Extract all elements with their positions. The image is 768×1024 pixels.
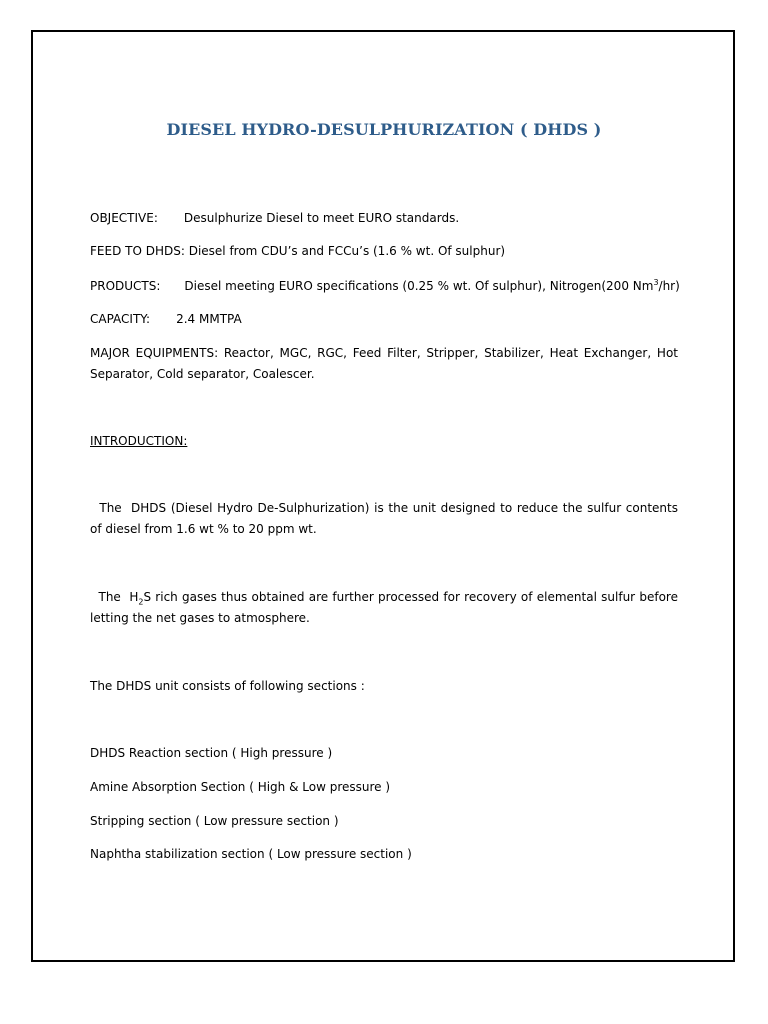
intro-paragraph-2-start: The H <box>90 590 139 604</box>
products-value-end: /hr) <box>658 279 680 293</box>
intro-paragraph-2-rest: S rich gases thus obtained are further processed for recovery of elemental sulfur before letting the net gases to atmosphere. <box>90 590 682 625</box>
objective-line <box>90 208 678 229</box>
intro-paragraph-2 <box>90 587 682 629</box>
sections-intro: The DHDS unit consists of following sections : <box>90 679 365 693</box>
capacity-label: CAPACITY: <box>90 312 151 326</box>
capacity-line <box>90 309 678 330</box>
introduction-heading-text: INTRODUCTION: <box>90 434 188 448</box>
section-item: Stripping section ( Low pressure section ) <box>90 814 339 828</box>
section-item: Amine Absorption Section ( High & Low pressure ) <box>90 780 391 794</box>
feed-value: Diesel from CDU’s and FCCu’s (1.6 % wt. Of sulphur) <box>188 244 506 258</box>
section-item: Naphtha stabilization section ( Low pressure section ) <box>90 847 412 861</box>
objective-value: Desulphurize Diesel to meet EURO standards. <box>183 211 460 225</box>
products-line <box>90 276 678 297</box>
section-item: DHDS Reaction section ( High pressure ) <box>90 746 333 760</box>
equipments-paragraph: MAJOR EQUIPMENTS: Reactor, MGC, RGC, Feed Filter, Stripper, Stabilizer, Heat Exchanger, Hot Separator, Cold separator, Coalescer. <box>90 346 678 381</box>
feed-label: FEED TO DHDS: <box>90 244 185 258</box>
intro-paragraph-2-subscript: 2 <box>138 597 144 607</box>
document-title: DIESEL HYDRO-DESULPHURIZATION ( DHDS ) <box>166 120 602 139</box>
feed-line <box>90 241 678 262</box>
intro-paragraph-1: The DHDS (Diesel Hydro De-Sulphurization) is the unit designed to reduce the sulfur contents of diesel from 1.6 wt % to 20 ppm wt. <box>90 501 682 536</box>
products-value: Diesel meeting EURO specifications (0.25 % wt. Of sulphur), Nitrogen(200 Nm <box>184 279 654 293</box>
capacity-value: 2.4 MMTPA <box>176 312 242 326</box>
objective-label: OBJECTIVE: <box>90 211 158 225</box>
products-label: PRODUCTS: <box>90 279 161 293</box>
products-superscript: 3 <box>653 278 659 287</box>
introduction-heading <box>90 431 678 452</box>
